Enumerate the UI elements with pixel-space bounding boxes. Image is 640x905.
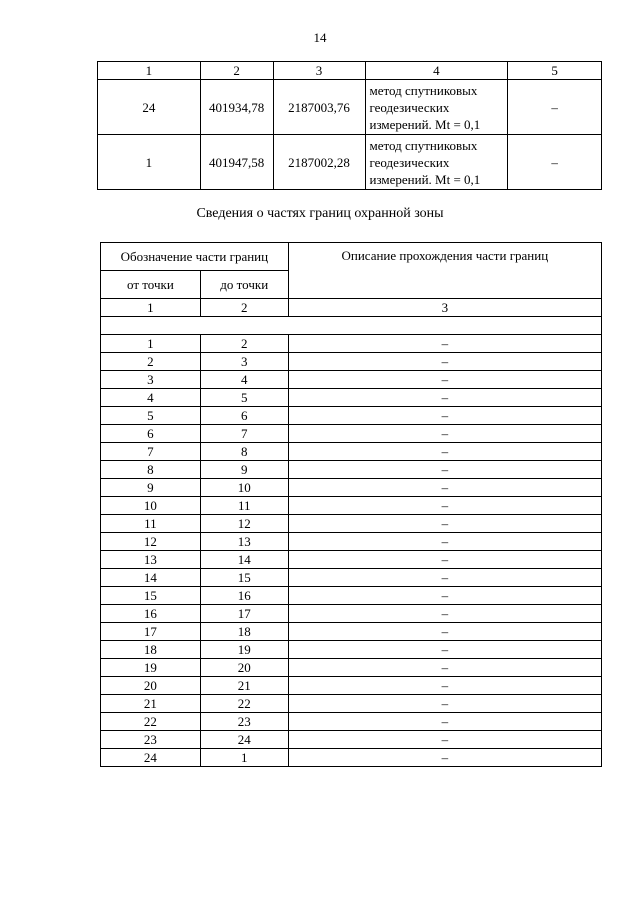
from-point-cell: 21	[101, 695, 201, 713]
description-cell: –	[288, 731, 601, 749]
table-row	[101, 497, 602, 515]
description-cell: –	[288, 425, 601, 443]
extra-cell: –	[508, 80, 602, 135]
description-cell: –	[288, 677, 601, 695]
description-cell: –	[288, 533, 601, 551]
to-point-cell: 21	[200, 677, 288, 695]
coordinates-header-row	[98, 62, 602, 80]
description-cell: –	[288, 713, 601, 731]
table-row	[101, 479, 602, 497]
column-number: 3	[288, 299, 601, 317]
description-cell: –	[288, 587, 601, 605]
description-cell: –	[288, 695, 601, 713]
to-point-cell: 19	[200, 641, 288, 659]
from-point-cell: 13	[101, 551, 201, 569]
method-line: метод спутниковых	[369, 137, 478, 153]
description-cell: –	[288, 407, 601, 425]
table-row	[98, 135, 602, 190]
to-point-cell: 1	[200, 749, 288, 767]
table-row	[101, 749, 602, 767]
table-row	[101, 407, 602, 425]
table-row	[101, 371, 602, 389]
method-cell	[365, 80, 508, 135]
to-point-cell: 14	[200, 551, 288, 569]
table-row	[101, 551, 602, 569]
header-cell: 1	[98, 62, 201, 80]
table-row	[101, 677, 602, 695]
header-cell: 2	[200, 62, 273, 80]
header-cell: 3	[273, 62, 365, 80]
from-point-cell: 17	[101, 623, 201, 641]
to-point-cell: 13	[200, 533, 288, 551]
from-point-cell: 7	[101, 443, 201, 461]
from-point-cell: 14	[101, 569, 201, 587]
description-cell: –	[288, 389, 601, 407]
to-point-cell: 20	[200, 659, 288, 677]
to-point-cell: 17	[200, 605, 288, 623]
to-point-cell: 10	[200, 479, 288, 497]
method-line: геодезических	[369, 99, 450, 115]
from-point-cell: 6	[101, 425, 201, 443]
table-row	[101, 515, 602, 533]
description-cell: –	[288, 551, 601, 569]
x-cell: 401947,58	[200, 135, 273, 190]
column-number: 1	[101, 299, 201, 317]
description-cell: –	[288, 461, 601, 479]
from-point-cell: 11	[101, 515, 201, 533]
table-row	[101, 443, 602, 461]
point-cell: 1	[98, 135, 201, 190]
description-cell: –	[288, 353, 601, 371]
description-cell: –	[288, 335, 601, 353]
table-row	[98, 80, 602, 135]
page-number: 14	[313, 30, 327, 45]
header-cell: 4	[365, 62, 508, 80]
header-from-point: от точки	[101, 271, 201, 299]
description-cell: –	[288, 605, 601, 623]
from-point-cell: 12	[101, 533, 201, 551]
extra-cell: –	[508, 135, 602, 190]
to-point-cell: 4	[200, 371, 288, 389]
from-point-cell: 5	[101, 407, 201, 425]
table-row	[101, 659, 602, 677]
table-row	[101, 605, 602, 623]
description-cell: –	[288, 443, 601, 461]
description-cell: –	[288, 569, 601, 587]
table-row	[101, 353, 602, 371]
from-point-cell: 9	[101, 479, 201, 497]
table-row	[101, 569, 602, 587]
empty-cell	[101, 317, 602, 335]
to-point-cell: 22	[200, 695, 288, 713]
method-line: измерений. Mt = 0,1	[369, 171, 481, 187]
boundary-parts-table	[100, 242, 602, 767]
table-row	[101, 533, 602, 551]
table-row	[101, 623, 602, 641]
header-description: Описание прохождения части границ	[288, 243, 601, 299]
table-row	[101, 641, 602, 659]
table-row	[101, 425, 602, 443]
description-cell: –	[288, 479, 601, 497]
to-point-cell: 8	[200, 443, 288, 461]
description-cell: –	[288, 623, 601, 641]
to-point-cell: 15	[200, 569, 288, 587]
from-point-cell: 22	[101, 713, 201, 731]
description-cell: –	[288, 659, 601, 677]
method-line: метод спутниковых	[369, 82, 478, 98]
description-cell: –	[288, 371, 601, 389]
y-cell: 2187003,76	[273, 80, 365, 135]
table-row	[101, 713, 602, 731]
y-cell: 2187002,28	[273, 135, 365, 190]
to-point-cell: 24	[200, 731, 288, 749]
from-point-cell: 1	[101, 335, 201, 353]
to-point-cell: 2	[200, 335, 288, 353]
method-line: геодезических	[369, 154, 450, 170]
from-point-cell: 8	[101, 461, 201, 479]
to-point-cell: 6	[200, 407, 288, 425]
parts-header-row	[101, 243, 602, 271]
header-part-designation: Обозначение части границ	[101, 243, 289, 271]
description-cell: –	[288, 641, 601, 659]
method-cell	[365, 135, 508, 190]
to-point-cell: 23	[200, 713, 288, 731]
description-cell: –	[288, 497, 601, 515]
point-cell: 24	[98, 80, 201, 135]
from-point-cell: 2	[101, 353, 201, 371]
to-point-cell: 9	[200, 461, 288, 479]
to-point-cell: 7	[200, 425, 288, 443]
description-cell: –	[288, 749, 601, 767]
from-point-cell: 20	[101, 677, 201, 695]
method-line: измерений. Mt = 0,1	[369, 116, 481, 132]
from-point-cell: 15	[101, 587, 201, 605]
to-point-cell: 12	[200, 515, 288, 533]
column-number: 2	[200, 299, 288, 317]
table-row	[101, 389, 602, 407]
to-point-cell: 16	[200, 587, 288, 605]
table-row	[101, 587, 602, 605]
x-cell: 401934,78	[200, 80, 273, 135]
empty-row	[101, 317, 602, 335]
to-point-cell: 5	[200, 389, 288, 407]
from-point-cell: 23	[101, 731, 201, 749]
to-point-cell: 3	[200, 353, 288, 371]
table-row	[101, 461, 602, 479]
table-row	[101, 335, 602, 353]
to-point-cell: 11	[200, 497, 288, 515]
from-point-cell: 16	[101, 605, 201, 623]
table-row	[101, 695, 602, 713]
from-point-cell: 4	[101, 389, 201, 407]
from-point-cell: 3	[101, 371, 201, 389]
header-to-point: до точки	[200, 271, 288, 299]
from-point-cell: 24	[101, 749, 201, 767]
section-title: Сведения о частях границ охранной зоны	[196, 206, 444, 221]
to-point-cell: 18	[200, 623, 288, 641]
column-number-row	[101, 299, 602, 317]
table-row	[101, 731, 602, 749]
from-point-cell: 19	[101, 659, 201, 677]
description-cell: –	[288, 515, 601, 533]
coordinates-table	[97, 61, 602, 190]
from-point-cell: 10	[101, 497, 201, 515]
header-cell: 5	[508, 62, 602, 80]
from-point-cell: 18	[101, 641, 201, 659]
